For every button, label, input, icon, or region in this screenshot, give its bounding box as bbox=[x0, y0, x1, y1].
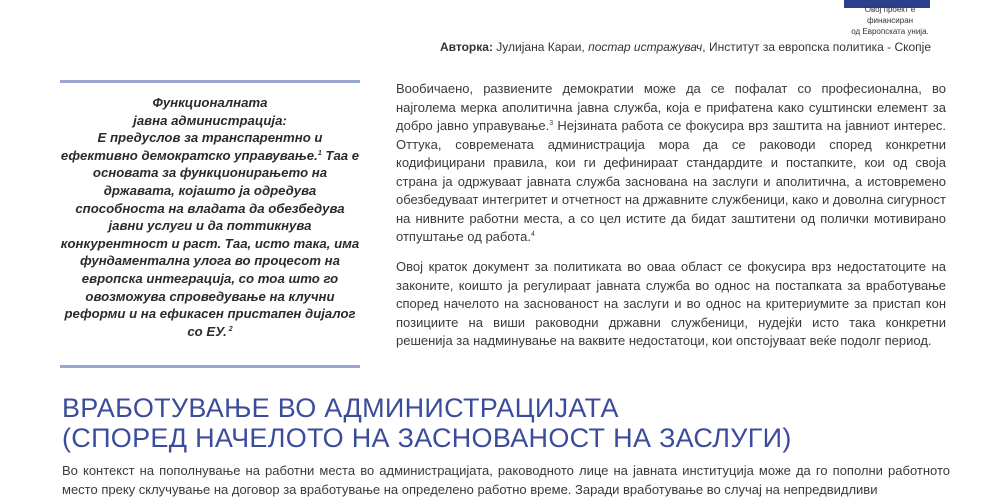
para1-part1: Вообичаено, развиените демократии може да се пофалат со професионална, во најголема мерка аполитична јавна служба, која е прифатена како суштински елемент за добро јавно управување. bbox=[396, 81, 946, 133]
paragraph-1 bbox=[396, 80, 946, 247]
eu-funding-note bbox=[842, 4, 938, 37]
box-text-part1: Е предуслов за транспарентно и ефективно демократско управување. bbox=[60, 130, 323, 163]
heading-line2: (СПОРЕД НАЧЕЛОТО НА ЗАСНОВАНОСТ НА ЗАСЛУГИ) bbox=[62, 423, 792, 453]
footnote-ref-3: 3 bbox=[549, 120, 554, 127]
section-heading bbox=[62, 393, 962, 453]
footnote-ref-4: 4 bbox=[530, 231, 535, 238]
box-title-line1: Функционалната bbox=[152, 95, 268, 110]
box-text-part2: Таа е основата за функционирањето на државата, којашто ја одредува способноста на владата да обезбедува јавни услуги и да поттикнува конкурентност и раст. Таа, исто така, има фундаментална улога во процесот на европска интеграција, со тоа што го овозможува спроведување на клучни реформи и на ефикасен пристапен дијалог со ЕУ. bbox=[60, 147, 360, 339]
paragraph-3: Во контекст на пополнување на работни места во администрацијата, раководното лице на јавната институција може да го пополни работното место преку склучување на договор за вработување на определено работно време. Заради вработување во случај на непредвидливи bbox=[62, 463, 950, 497]
highlight-box bbox=[60, 80, 360, 370]
heading-line1: ВРАБОТУВАЊЕ ВО АДМИНИСТРАЦИЈАТА bbox=[62, 393, 619, 423]
box-top-rule bbox=[60, 80, 360, 83]
box-title-line2: јавна администрација: bbox=[133, 112, 287, 128]
eu-note-line1: Овој проект е финансиран bbox=[864, 5, 916, 25]
para1-part2: Нејзината работа се фокусира врз заштита на јавниот интерес. Оттука, современата администрација мора да се раководи според конкретни кодифицирани правила, кои ги дефинираат стандардите и постапките, кои од своја страна ја одржуваат јавната служба заснована на заслуги и аполитична, а истовремено обезбедуваат интегритет и отчетност на државните службеници, како и доволна сигурност на нивните работни места, а со цел истите да бидат заштитени од полички мотивирано отпуштање од работа. bbox=[396, 118, 946, 244]
author-label: Авторка: bbox=[440, 40, 493, 54]
box-quote bbox=[60, 94, 360, 340]
footnote-ref-1: 1 bbox=[317, 149, 322, 157]
author-role: постар истражувач bbox=[588, 40, 703, 54]
author-institute: , Институт за европска политика - Скопје bbox=[702, 40, 932, 54]
box-bottom-rule bbox=[60, 365, 360, 368]
author-line bbox=[440, 40, 950, 54]
author-name: Јулијана Караи, bbox=[492, 40, 589, 54]
footnote-ref-2: 2 bbox=[226, 325, 233, 333]
eu-note-line2: од Европската унија. bbox=[851, 27, 929, 36]
paragraph-2: Овој краток документ за политиката во оваа област се фокусира врз недостатоците на законите, коишто ја регулираат јавната служба во однос на постапката за вработување според начелото на заснованост на заслуги и во однос на критериумите за пристап кон позициите на виши раководни државни службеници, нудејќи исто така конкретни решенија за надминување на ваквите недостатоци, кои опстојуваат веќе подолг период. bbox=[396, 259, 946, 348]
box-body bbox=[60, 129, 360, 340]
